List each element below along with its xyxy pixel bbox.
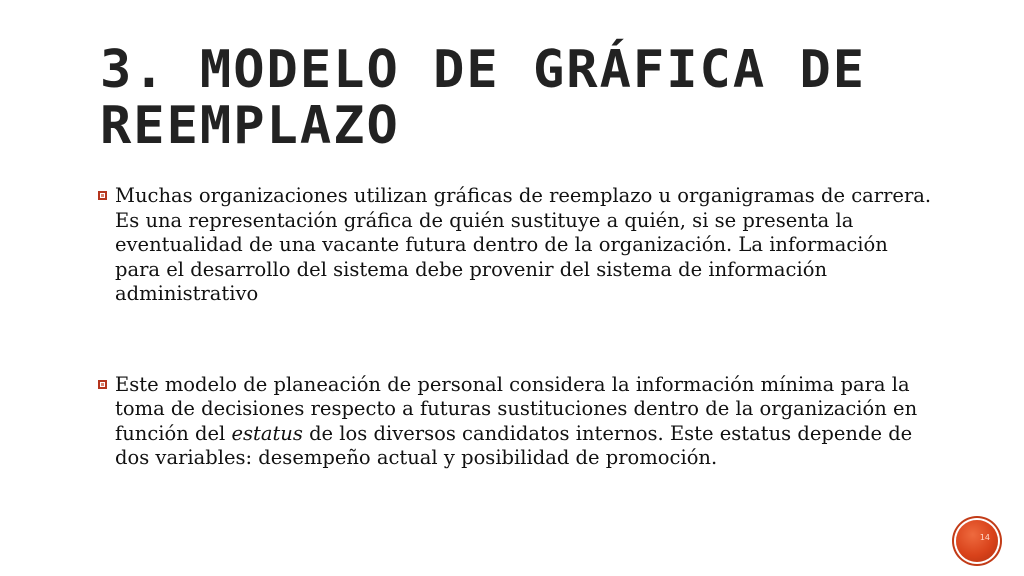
bullet-text-2-emphasis: estatus	[231, 421, 303, 445]
bullet-item-2	[98, 373, 938, 471]
bullet-item-1	[98, 184, 938, 307]
slide-title: 3. MODELO DE GRÁFICA DE REEMPLAZO	[100, 40, 867, 156]
bullet-text-2-after: de los diversos candidatos internos. Este estatus depende de dos variables: desempeño actual y posibilidad de promoción.	[115, 421, 913, 469]
page-number-button[interactable]	[956, 520, 998, 562]
bullet-text-1: Muchas organizaciones utilizan gráficas de reemplazo u organigramas de carrera. Es una representación gráfica de quién sustituye a quién, si se presenta la eventualidad de una vacante futura dentro de la organización. La información para el desarrollo del sistema debe provenir del sistema de información administrativo	[115, 184, 932, 305]
square-bullet-icon	[98, 380, 107, 389]
page-number: 14	[979, 533, 990, 542]
square-bullet-icon	[98, 191, 107, 200]
bullet-text-2-before: Este modelo de planeación de personal considera la información mínima para la toma de decisiones respecto a futuras sustituciones dentro de la organización en función del	[115, 372, 918, 445]
bullet-list	[98, 184, 938, 471]
